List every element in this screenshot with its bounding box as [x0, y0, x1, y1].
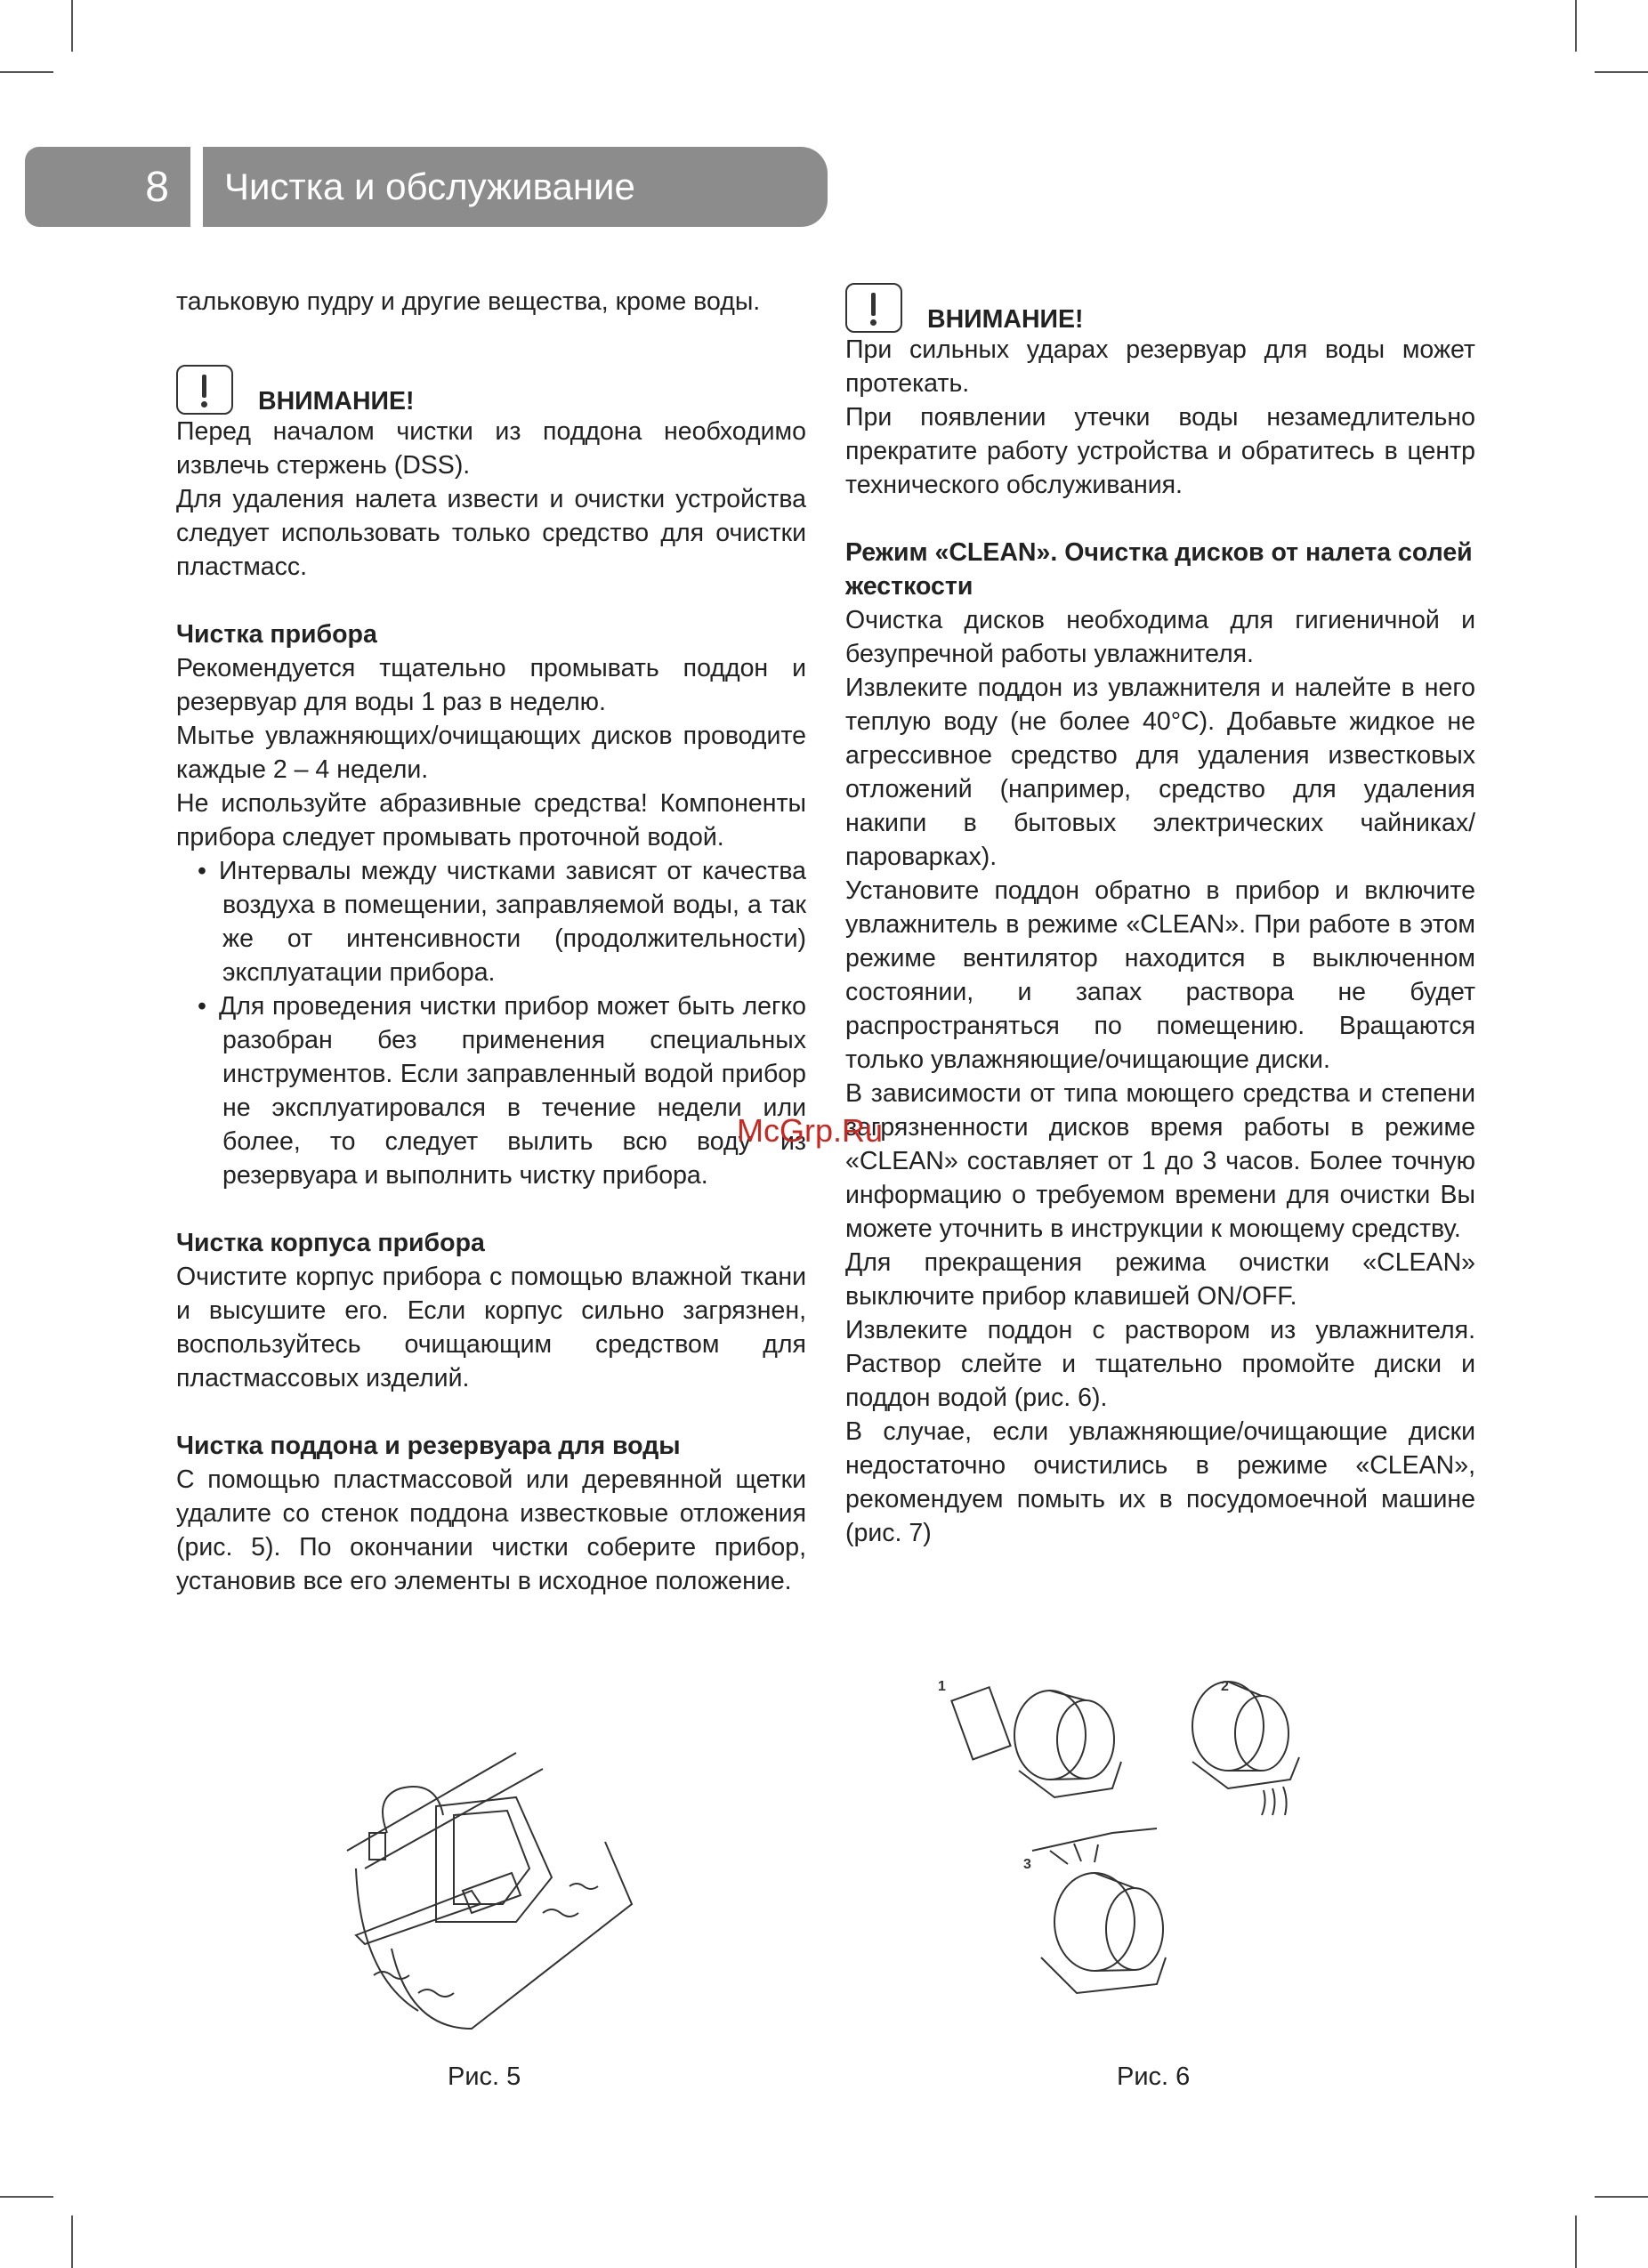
paragraph: Очистите корпус прибора с помощью влажной ткани и высушите его. Если корпус сильно загрязнен, воспользуйтесь очищающим средством для пластмассовых изделий.: [176, 1263, 806, 1392]
exclamation-icon: [845, 283, 902, 333]
paragraph: В случае, если увлажняющие/очищающие диски недостаточно очистились в режиме «CLEAN», рекомендуем помыть их в посудомоечной машине (рис. 7): [845, 1417, 1475, 1547]
figure-6-illustration: [934, 1673, 1308, 2011]
paragraph: Мытье увлажняющих/очищающих дисков проводите каждые 2 – 4 недели.: [176, 722, 806, 784]
crop-mark: [71, 0, 73, 52]
section-heading: Режим «CLEAN». Очистка дисков от налета солей жесткости: [845, 538, 1473, 601]
section-heading: Чистка поддона и резервуара для воды: [176, 1432, 681, 1460]
warning-text: При сильных ударах резервуар для воды может протекать.: [845, 335, 1475, 398]
crop-mark: [1595, 71, 1648, 73]
section-title: Чистка и обслуживание: [203, 147, 828, 227]
figure-6-step-label: 3: [1023, 1857, 1031, 1872]
watermark: McGrp.Ru: [737, 1112, 884, 1149]
crop-mark: [0, 71, 53, 73]
warning-text: Перед началом чистки из поддона необходимо извлечь стержень (DSS).: [176, 417, 806, 480]
warning-block: [176, 365, 806, 415]
left-column: [176, 285, 806, 1598]
paragraph: Извлеките поддон с раствором из увлажнителя. Раствор слейте и тщательно промойте диски и поддон водой (рис. 6).: [845, 1316, 1475, 1412]
figure-6-step-label: 1: [938, 1679, 946, 1694]
warning-block: [845, 283, 1475, 333]
paragraph: В зависимости от типа моющего средства и степени загрязненности дисков время работы в режиме «CLEAN» составляет от 1 до 3 часов. Более точную информацию о требуемом времени для очистки Вы можете уточнить в инструкции к моющему средству.: [845, 1079, 1475, 1243]
warning-title: ВНИМАНИЕ!: [258, 387, 415, 416]
figure-5-illustration: [338, 1744, 641, 2038]
exclamation-icon: [176, 365, 233, 415]
paragraph: Извлеките поддон из увлажнителя и налейте в него теплую воду (не более 40°С). Добавьте жидкое не агрессивное средство для удаления известковых отложений (например, средство для удаления накипи в бытовых электрических чайниках/пароварках).: [845, 674, 1475, 871]
crop-mark: [1595, 2196, 1648, 2198]
crop-mark: [71, 2216, 73, 2268]
paragraph: С помощью пластмассовой или деревянной щетки удалите со стенок поддона известковые отложения (рис. 5). По окончании чистки соберите прибор, установив все его элементы в исходное положение.: [176, 1465, 806, 1595]
figure-5-caption: Рис. 5: [448, 2062, 521, 2091]
warning-text: При появлении утечки воды незамедлительно прекратите работу устройства и обратитесь в центр технического обслуживания.: [845, 403, 1475, 499]
crop-mark: [1575, 0, 1577, 52]
page-number: 8: [25, 147, 190, 227]
crop-mark: [0, 2196, 53, 2198]
paragraph: Очистка дисков необходима для гигиеничной и безупречной работы увлажнителя.: [845, 606, 1475, 668]
bullet-list: [176, 854, 806, 1192]
warning-title: ВНИМАНИЕ!: [927, 305, 1084, 334]
list-item: • Интервалы между чистками зависят от качества воздуха в помещении, заправляемой воды, а так же от интенсивности (продолжительности) эксплуатации прибора.: [176, 854, 806, 989]
section-heading: Чистка прибора: [176, 620, 377, 649]
figure-6-caption: Рис. 6: [1117, 2062, 1191, 2091]
paragraph: Не используйте абразивные средства! Компоненты прибора следует промывать проточной водой.: [176, 789, 806, 852]
paragraph: Для прекращения режима очистки «CLEAN» выключите прибор клавишей ON/OFF.: [845, 1248, 1475, 1311]
right-column: [845, 283, 1475, 1550]
paragraph: Рекомендуется тщательно промывать поддон и резервуар для воды 1 раз в неделю.: [176, 654, 806, 716]
paragraph: Установите поддон обратно в прибор и включите увлажнитель в режиме «CLEAN». При работе в этом режиме вентилятор находится в выключенном состоянии, и запах раствора не будет распространяться по помещению. Вращаются только увлажняющие/очищающие диски.: [845, 876, 1475, 1074]
figure-6-step-label: 2: [1221, 1679, 1229, 1694]
warning-text: Для удаления налета извести и очистки устройства следует использовать только средство для очистки пластмасс.: [176, 485, 806, 581]
list-item: • Для проведения чистки прибор может быть легко разобран без применения специальных инструментов. Если заправленный водой прибор не эксплуатировался в течение недели или более, то следует вылить всю воду из резервуара и выполнить чистку прибора.: [176, 989, 806, 1192]
crop-mark: [1575, 2216, 1577, 2268]
intro-text: тальковую пудру и другие вещества, кроме воды.: [176, 287, 761, 316]
section-heading: Чистка корпуса прибора: [176, 1229, 485, 1257]
